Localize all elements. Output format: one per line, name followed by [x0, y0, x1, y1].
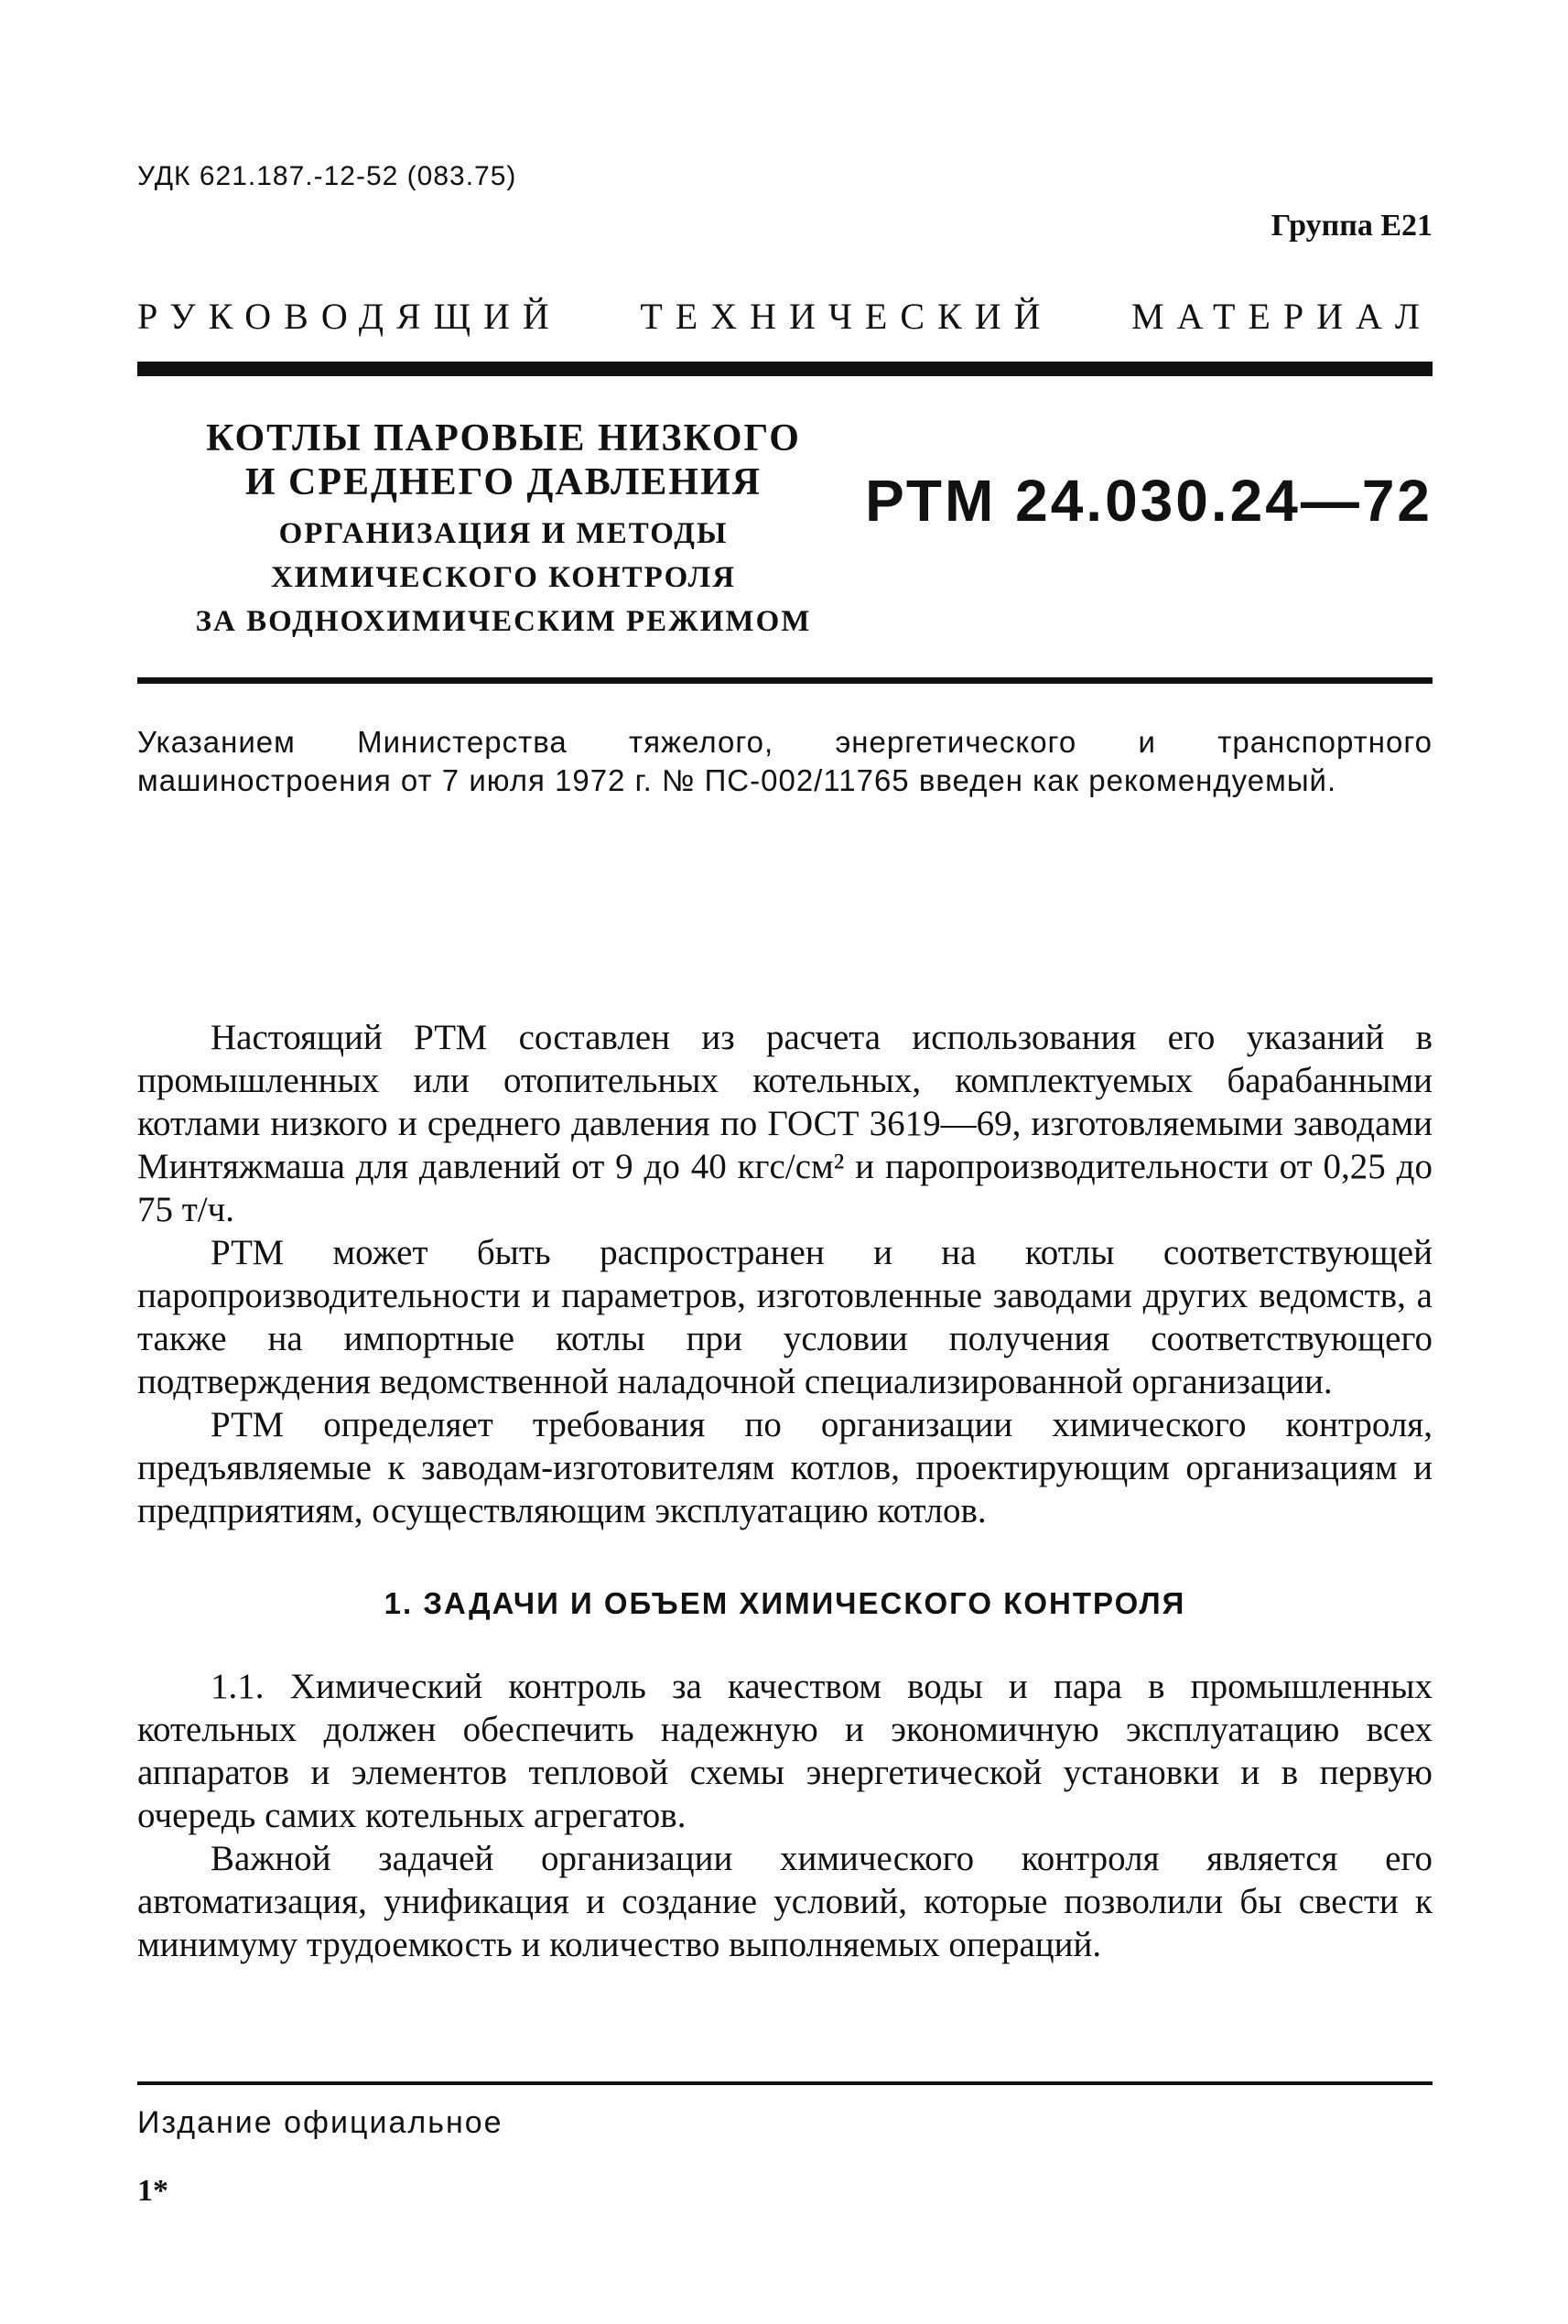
title-line-2: И СРЕДНЕГО ДАВЛЕНИЯ: [244, 461, 762, 503]
section-paragraph: 1.1. Химический контроль за качеством воды и пара в промышленных котельных должен обеспечить надежную и экономичную эксплуатацию всех аппаратов и элементов тепловой схемы энергетической установки и в первую очередь самих котельных агрегатов.: [137, 1667, 1433, 1835]
intro-paragraph: РТМ может быть распространен и на котлы соответствующей паропроизводительности и параметров, изготовленные заводами других ведомств, а также на импортные котлы при условии получения соответствующего подтверждения ведомственной наладочной специализированной организации.: [137, 1233, 1433, 1401]
footer-divider: [137, 2081, 1433, 2085]
title-divider: [137, 677, 1433, 684]
intro-paragraph: Настоящий РТМ составлен из расчета использования его указаний в промышленных или отопительных котельных, комплектуемых барабанными котлами низкого и среднего давления по ГОСТ 3619—69, изготовляемыми заводами Минтяжмаша для давлений от 9 до 40 кгс/см² и паропроизводительности от 0,25 до 75 т/ч.: [137, 1018, 1433, 1229]
group-label: Группа Е21: [1271, 209, 1433, 243]
title-block: [137, 416, 870, 643]
signature-mark: 1*: [137, 2174, 168, 2208]
title-line-1: КОТЛЫ ПАРОВЫЕ НИЗКОГО: [206, 417, 801, 459]
section-heading: 1. ЗАДАЧИ И ОБЪЕМ ХИМИЧЕСКОГО КОНТРОЛЯ: [384, 1586, 1186, 1620]
subtitle-line: ЗА ВОДНОХИМИЧЕСКИМ РЕЖИМОМ: [195, 605, 812, 638]
edition-label: Издание официальное: [137, 2105, 503, 2140]
main-text: [137, 1016, 1433, 1966]
document-code: РТМ 24.030.24—72: [865, 468, 1433, 534]
subtitle-line: ХИМИЧЕСКОГО КОНТРОЛЯ: [270, 561, 737, 594]
section-paragraph: Важной задачей организации химического контроля является его автоматизация, унификация и создание условий, которые позволили бы свести к минимуму трудоемкость и количество выполняемых операций.: [137, 1839, 1433, 1964]
intro-paragraph: РТМ определяет требования по организации химического контроля, предъявляемые к заводам-изготовителям котлов, проектирующим организациям и предприятиям, осуществляющим эксплуатацию котлов.: [137, 1405, 1433, 1530]
document-type-heading: РУКОВОДЯЩИЙ ТЕХНИЧЕСКИЙ МАТЕРИАЛ: [137, 296, 1433, 337]
top-divider: [137, 362, 1433, 376]
title-subtitle: [137, 512, 870, 643]
subtitle-line: ОРГАНИЗАЦИЯ И МЕТОДЫ: [278, 517, 729, 550]
udk-code: УДК 621.187.-12-52 (083.75): [137, 161, 517, 191]
decree-notice: Указанием Министерства тяжелого, энергетического и транспортного машиностроения от 7 июля 1972 г. № ПС-002/11765 введен как рекомендуемый.: [137, 725, 1433, 797]
